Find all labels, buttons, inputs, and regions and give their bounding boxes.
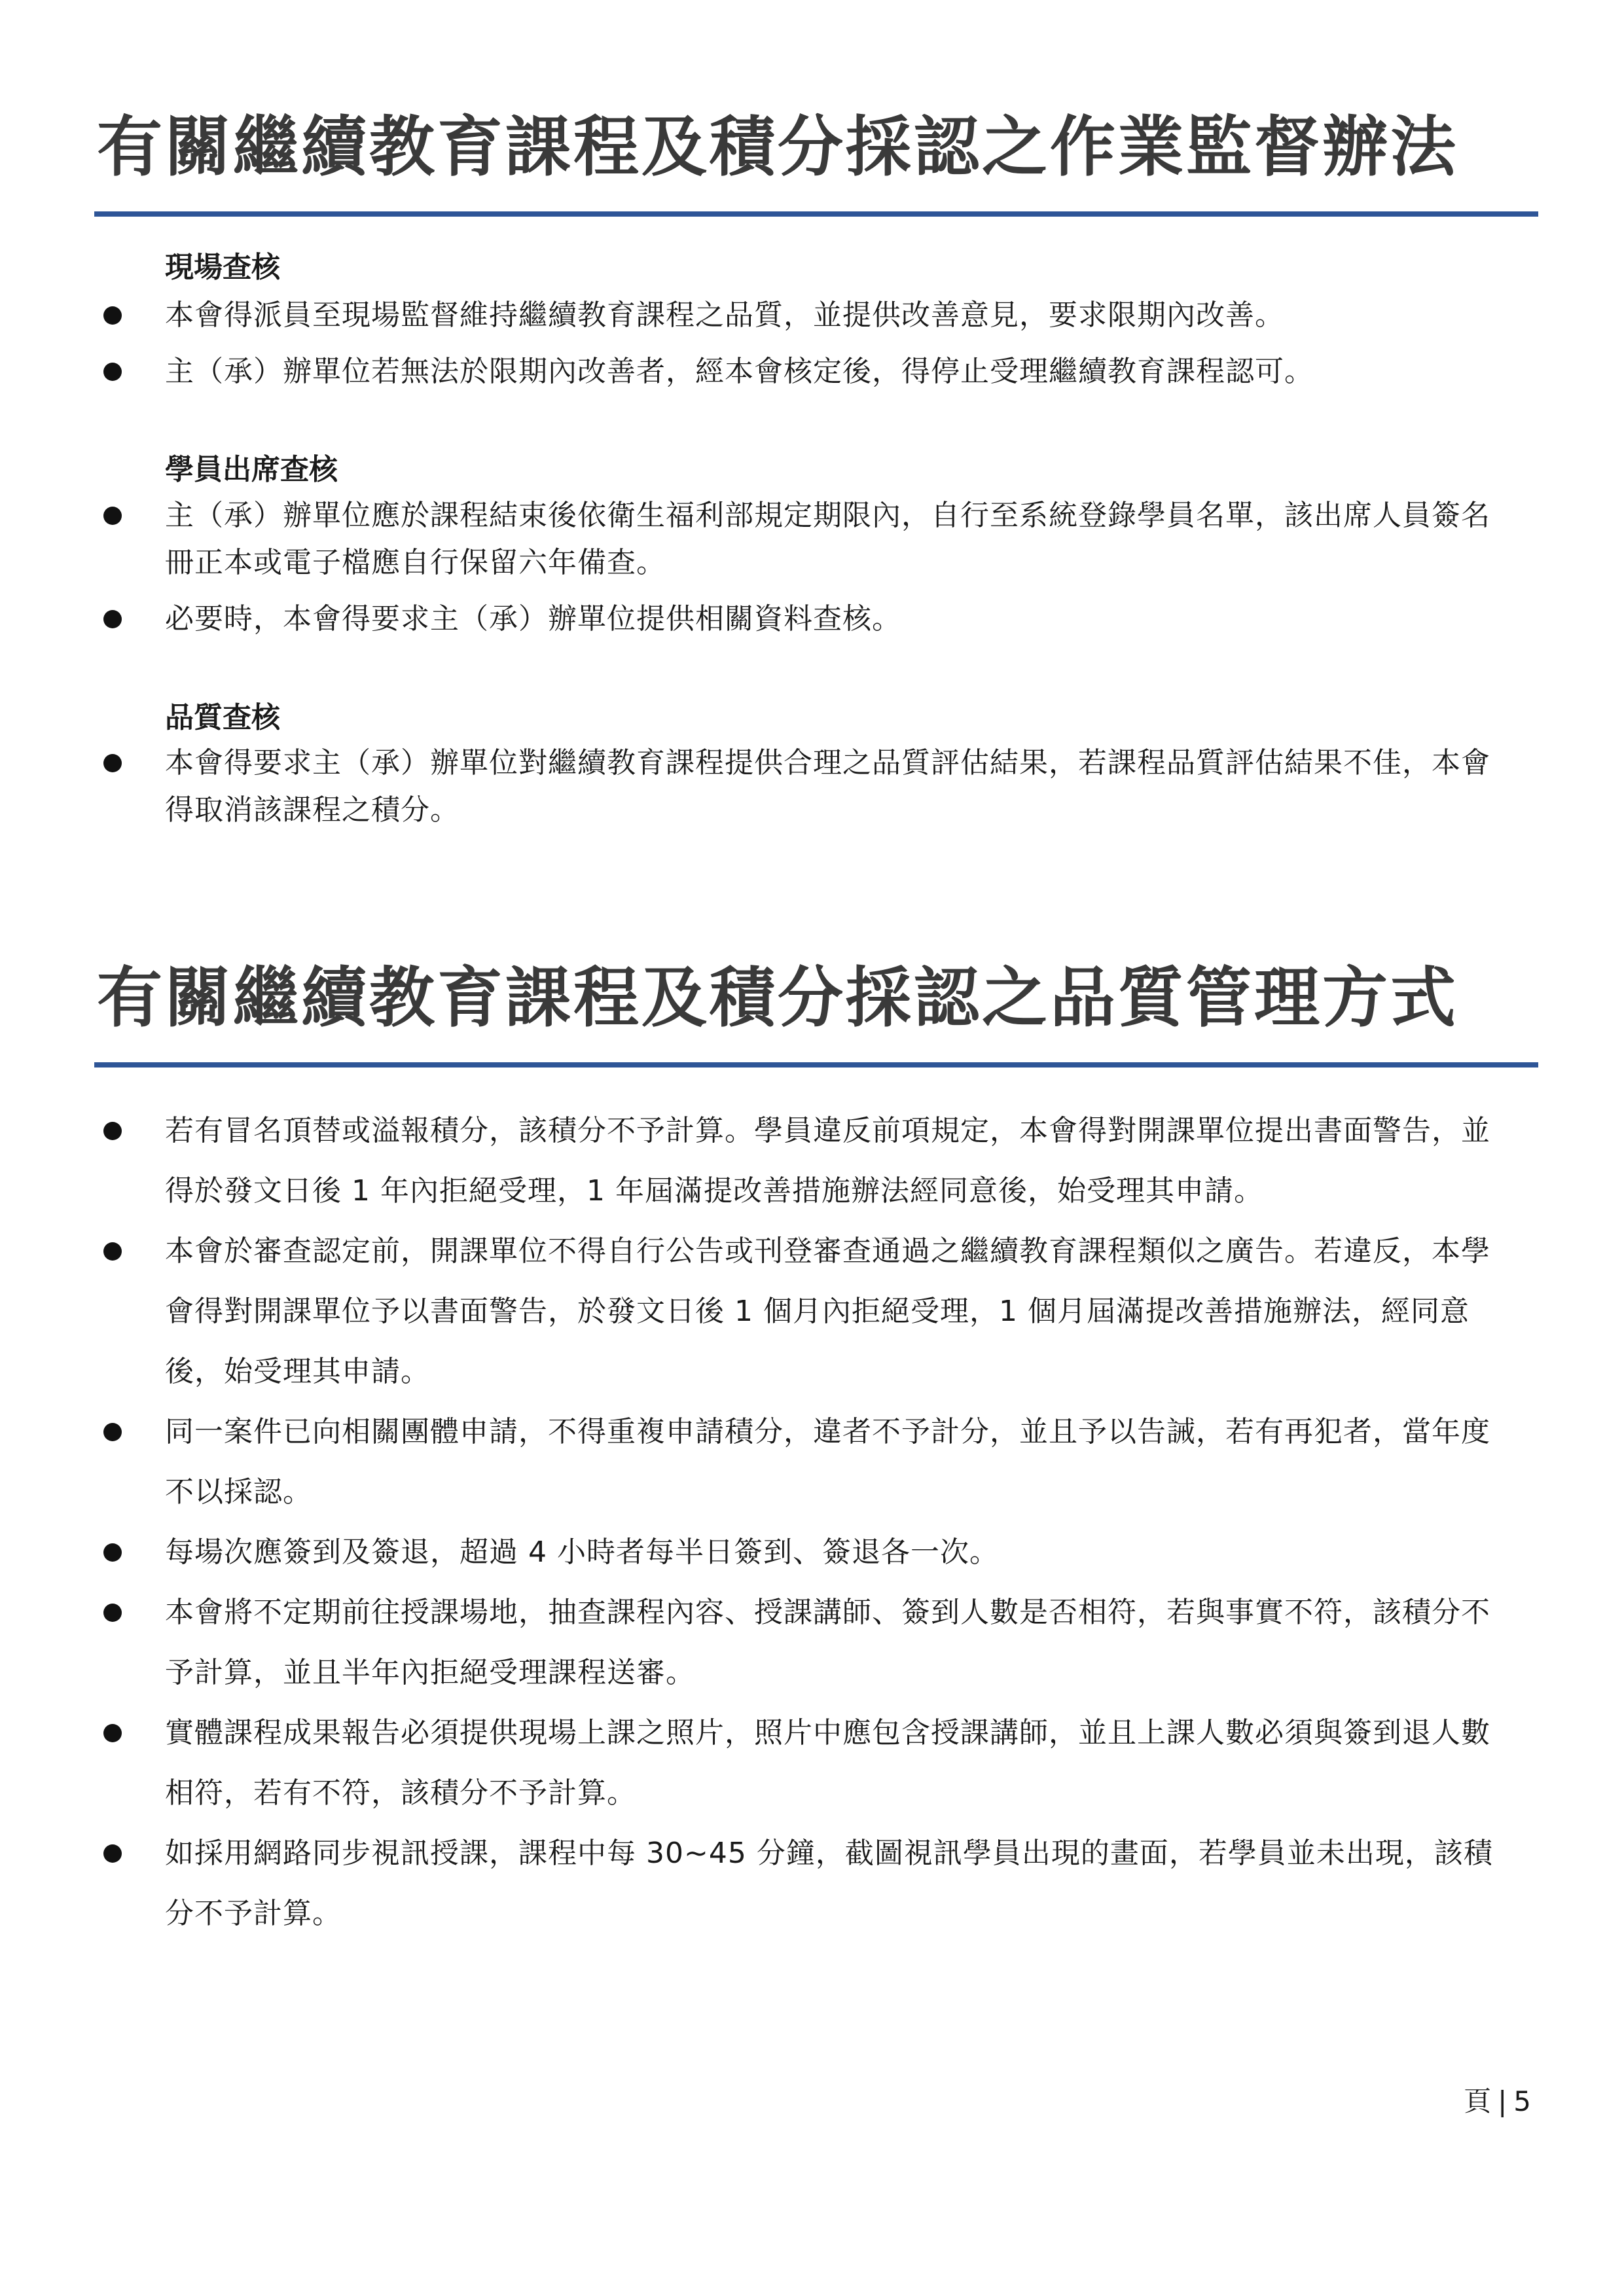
list-item-text: 每場次應簽到及簽退，超過 4 小時者每半日簽到、簽退各一次。 — [165, 1535, 999, 1569]
list-item — [98, 1583, 1512, 1703]
list-item-text: 如採用網路同步視訊授課，課程中每 30~45 分鐘，截圖視訊學員出現的畫面，若學員並未出現，該積分不予計算。 — [165, 1837, 1493, 1930]
bullet-dot-icon — [103, 1543, 122, 1562]
list-item-text: 若有冒名頂替或溢報積分，該積分不予計算。學員違反前項規定，本會得對開課單位提出書面警告，並得於發文日後 1 年內拒絕受理，1 年屆滿提改善措施辦法經同意後，始受理其申請。 — [165, 1114, 1490, 1208]
list-item — [98, 1402, 1512, 1522]
bullet-dot-icon — [103, 1423, 122, 1441]
list-item — [98, 1221, 1512, 1402]
bullet-dot-icon — [103, 363, 122, 381]
bullet-dot-icon — [103, 610, 122, 628]
bullet-dot-icon — [103, 1604, 122, 1622]
page-separator: | — [1498, 2085, 1507, 2117]
list-item-text: 主（承）辦單位若無法於限期內改善者，經本會核定後，得停止受理繼續教育課程認可。 — [165, 355, 1314, 388]
list-item — [98, 1101, 1512, 1221]
list-item-text: 主（承）辦單位應於課程結束後依衛生福利部規定期限內，自行至系統登錄學員名單，該出席人員簽名冊正本或電子檔應自行保留六年備查。 — [165, 499, 1490, 579]
subheading-onsite-audit: 現場查核 — [165, 251, 280, 284]
subheading-quality-audit: 品質查核 — [165, 701, 280, 734]
attendance-audit-list — [98, 492, 1512, 652]
list-item — [98, 1823, 1512, 1944]
list-item-text: 本會得派員至現場監督維持繼續教育課程之品質，並提供改善意見，要求限期內改善。 — [165, 298, 1284, 332]
page-footer — [1464, 2080, 1531, 2119]
section-2-title: 有關繼續教育課程及積分採認之品質管理方式 — [97, 960, 1458, 1036]
bullet-dot-icon — [103, 1724, 122, 1742]
section-2-title-rule — [94, 1062, 1538, 1067]
bullet-dot-icon — [103, 754, 122, 772]
bullet-dot-icon — [103, 1122, 122, 1140]
onsite-audit-list — [98, 292, 1512, 404]
quality-audit-list — [98, 740, 1512, 843]
list-item — [98, 740, 1512, 834]
list-item — [98, 492, 1512, 586]
bullet-dot-icon — [103, 507, 122, 525]
subheading-attendance-audit: 學員出席查核 — [165, 453, 338, 486]
list-item — [98, 292, 1512, 339]
list-item-text: 本會於審查認定前，開課單位不得自行公告或刊登審查通過之繼續教育課程類似之廣告。若違反，本學會得對開課單位予以書面警告，於發文日後 1 個月內拒絕受理，1 個月屆滿提改善措施辦法，經同意後，始受理其申請。 — [165, 1234, 1490, 1388]
list-item-text: 本會將不定期前往授課場地，抽查課程內容、授課講師、簽到人數是否相符，若與事實不符，該積分不予計算，並且半年內拒絕受理課程送審。 — [165, 1596, 1490, 1689]
page-number: 5 — [1513, 2085, 1531, 2117]
section-1-title-rule — [94, 211, 1538, 217]
bullet-dot-icon — [103, 306, 122, 325]
section-1-title: 有關繼續教育課程及積分採認之作業監督辦法 — [97, 109, 1458, 185]
list-item — [98, 596, 1512, 643]
page-label: 頁 — [1464, 2085, 1492, 2117]
bullet-dot-icon — [103, 1242, 122, 1261]
bullet-dot-icon — [103, 1844, 122, 1863]
list-item — [98, 348, 1512, 395]
list-item — [98, 1522, 1512, 1583]
list-item-text: 必要時，本會得要求主（承）辦單位提供相關資料查核。 — [165, 602, 901, 636]
list-item-text: 同一案件已向相關團體申請，不得重複申請積分，違者不予計分，並且予以告誡，若有再犯者，當年度不以採認。 — [165, 1415, 1490, 1509]
quality-management-list — [98, 1101, 1512, 1944]
list-item-text: 實體課程成果報告必須提供現場上課之照片，照片中應包含授課講師，並且上課人數必須與簽到退人數相符，若有不符，該積分不予計算。 — [165, 1716, 1490, 1810]
list-item — [98, 1703, 1512, 1823]
list-item-text: 本會得要求主（承）辦單位對繼續教育課程提供合理之品質評估結果，若課程品質評估結果不佳，本會得取消該課程之積分。 — [165, 746, 1490, 827]
